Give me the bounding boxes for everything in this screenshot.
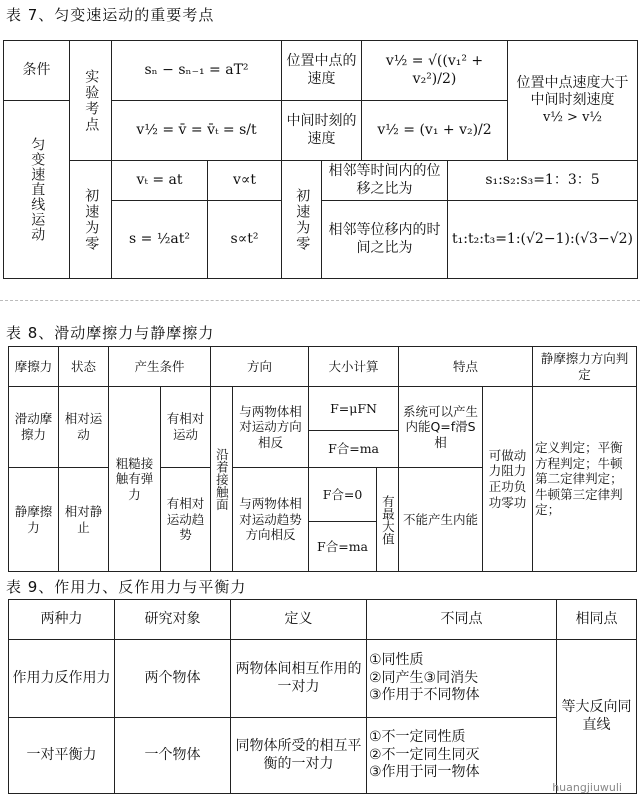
t7-v-prop: v∝t xyxy=(208,161,282,201)
table7-caption: 表 7、匀变速运动的重要考点 xyxy=(6,6,215,24)
t9-same: 等大反向同直线 xyxy=(557,640,637,794)
t8-along-surface: 沿着接触面 xyxy=(214,447,230,511)
table8-caption: 表 8、滑动摩擦力与静摩擦力 xyxy=(6,324,215,342)
t7-s-prop: s∝t² xyxy=(208,201,282,279)
table7 xyxy=(3,40,638,279)
t8-sliding-f2: F合=ma xyxy=(309,431,399,468)
t7-zero-init2: 初速为零 xyxy=(294,187,311,252)
t8-header-direction: 方向 xyxy=(211,347,309,387)
t8-header-state: 状态 xyxy=(59,347,109,387)
t7-exp-formula: sₙ − sₙ₋₁ = aT² xyxy=(112,41,282,101)
t9-header-forces: 两种力 xyxy=(9,600,115,640)
t8-header-judge: 静摩擦力方向判定 xyxy=(533,347,637,387)
t9-balance-diff3: ③作用于同一物体 xyxy=(369,764,480,781)
t8-header-magnitude: 大小计算 xyxy=(309,347,399,387)
t8-sliding: 滑动摩擦力 xyxy=(9,387,59,468)
t7-v-at: vₜ = at xyxy=(112,161,208,201)
t9-header-same: 相同点 xyxy=(557,600,637,640)
t8-static: 静摩擦力 xyxy=(9,468,59,572)
t9-header-diff: 不同点 xyxy=(367,600,557,640)
t7-equal-time-label: 相邻等时间内的位移之比为 xyxy=(322,161,448,201)
t9-two-objects: 两个物体 xyxy=(115,640,231,718)
t8-sliding-dir: 与两物体相对运动方向相反 xyxy=(233,387,309,468)
t7-mid-compare-formula: v½ > v½ xyxy=(542,109,603,125)
t9-balance-diff1: ①不一定同性质 xyxy=(369,729,466,746)
watermark: huangjiuwuli xyxy=(552,781,622,794)
t9-action-def: 两物体间相互作用的一对力 xyxy=(231,640,367,718)
t9-action-diff3: ③作用于不同物体 xyxy=(369,687,480,704)
t7-zero-init: 初速为零 xyxy=(83,187,100,252)
table9 xyxy=(8,599,637,794)
t8-judge: 定义判定；平衡方程判定；牛顿第二定律判定；牛顿第三定律判定； xyxy=(533,387,637,572)
t9-balance-def: 同物体所受的相互平衡的一对力 xyxy=(231,718,367,794)
t8-header-condition: 产生条件 xyxy=(109,347,211,387)
t9-balance: 一对平衡力 xyxy=(9,718,115,794)
t7-equal-disp-ratio: t₁:t₂:t₃=1:(√2−1):(√3−√2) xyxy=(448,201,638,279)
page-separator xyxy=(0,300,640,305)
t7-uniform: 匀变速直线运动 xyxy=(29,137,46,242)
t7-mid-position-label: 位置中点的速度 xyxy=(282,41,362,101)
t7-equal-disp-label: 相邻等位移内的时间之比为 xyxy=(322,201,448,279)
t9-action-diff2: ②同产生③同消失 xyxy=(369,669,479,686)
table9-caption: 表 9、作用力、反作用力与平衡力 xyxy=(6,578,247,596)
t7-mid-time-label: 中间时刻的速度 xyxy=(282,101,362,161)
t9-header-def: 定义 xyxy=(231,600,367,640)
t8-static-feat: 不能产生内能 xyxy=(399,468,483,572)
t8-rough-contact: 粗糙接触有弹力 xyxy=(109,387,161,572)
t7-mid-time-formula2: v½ = (v₁ + v₂)/2 xyxy=(362,101,508,161)
t9-action: 作用力反作用力 xyxy=(9,640,115,718)
t8-max-value: 有最大值 xyxy=(380,494,396,545)
t8-relative-motion: 相对运动 xyxy=(59,387,109,468)
t8-header-friction: 摩擦力 xyxy=(9,347,59,387)
t7-mid-position-formula: v½ = √((v₁² + v₂²)/2) xyxy=(362,41,508,101)
t9-action-diff1: ①同性质 xyxy=(369,652,424,669)
t9-one-object: 一个物体 xyxy=(115,718,231,794)
t7-condition: 条件 xyxy=(4,41,70,101)
t8-work-feat: 可做动力阻力正功负功零功 xyxy=(483,387,533,572)
t7-s-half: s = ½at² xyxy=(112,201,208,279)
t8-static-f2: F合=ma xyxy=(309,522,377,572)
t8-has-rel-trend: 有相对运动趋势 xyxy=(161,468,211,572)
t8-header-features: 特点 xyxy=(399,347,533,387)
t7-equal-time-ratio: s₁:s₂:s₃=1：3：5 xyxy=(448,161,638,201)
t8-sliding-feat: 系统可以产生内能Q=f滑S相 xyxy=(399,387,483,468)
t7-mid-compare-text: 位置中点速度大于中间时刻速度 xyxy=(516,74,629,109)
t8-static-f1: F合=0 xyxy=(309,468,377,522)
t8-static-dir: 与两物体相对运动趋势方向相反 xyxy=(233,468,309,572)
t7-exp-point: 实验考点 xyxy=(83,68,100,133)
t9-balance-diff2: ②不一定同生同灭 xyxy=(369,746,480,763)
t9-header-object: 研究对象 xyxy=(115,600,231,640)
table8 xyxy=(8,346,637,572)
t8-sliding-f1: F=μFN xyxy=(309,387,399,431)
t7-mid-time-formula1: v½ = v̄ = v̄ₜ = s/t xyxy=(112,101,282,161)
t8-has-rel-motion: 有相对运动 xyxy=(161,387,211,468)
t8-relative-rest: 相对静止 xyxy=(59,468,109,572)
